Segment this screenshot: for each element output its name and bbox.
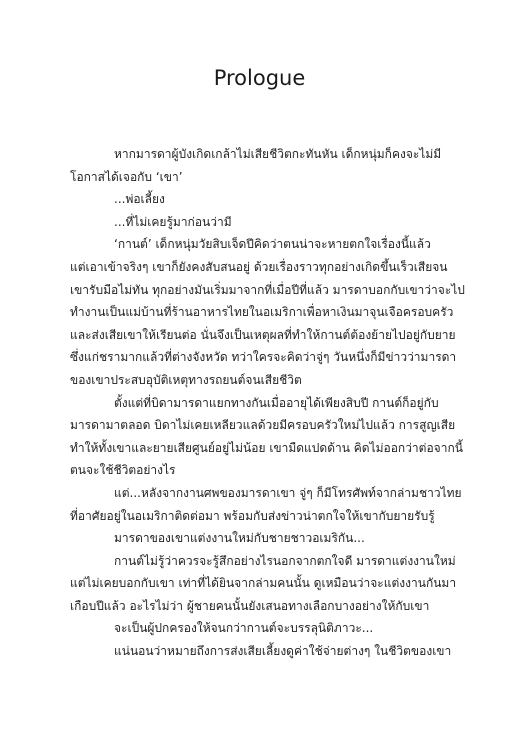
text-line: ทำงานเป็นแม่บ้านที่ร้านอาหารไทยในอเมริกาเพื่อหาเงินมาจุนเจือครอบครัว	[70, 305, 454, 320]
text-line: แต่ไม่เคยบอกกับเขา เท่าที่ได้ยินจากล่ามคนนั้น ดูเหมือนว่าจะแต่งงานกันมา	[70, 576, 457, 591]
text-line: เกือบปีแล้ว อะไรไม่ว่า ผู้ชายคนนั้นยังเสนอทางเลือกบางอย่างให้กับเขา	[70, 598, 430, 613]
text-line: กานต์ไม่รู้ว่าควรจะรู้สึกอย่างไรนอกจากตกใจดี มารดาแต่งงานใหม่	[114, 553, 456, 568]
text-line: ...พ่อเลี้ยง	[114, 192, 165, 207]
text-line: เขารับมือไม่ทัน ทุกอย่างมันเริ่มมาจากที่เมื่อปีที่แล้ว มารดาบอกกับเขาว่าจะไป	[70, 282, 465, 297]
text-line: ตนจะใช้ชีวิตอย่างไร	[70, 463, 176, 478]
text-line: ตั้งแต่ที่บิดามารดาแยกทางกันเมื่ออายุได้เพียงสิบปี กานต์ก็อยู่กับ	[114, 395, 439, 410]
text-line: หากมารดาผู้บังเกิดเกล้าไม่เสียชีวิตกะทันหัน เด็กหนุ่มก็คงจะไม่มี	[114, 147, 442, 161]
text-line: ทำให้ทั้งเขาและยายเสียศูนย์อยู่ไม่น้อย เขามืดแปดด้าน คิดไม่ออกว่าต่อจากนี้	[70, 440, 463, 455]
text-line: จะเป็นผู้ปกครองให้จนกว่ากานต์จะบรรลุนิติภาวะ...	[114, 621, 374, 636]
body-text	[70, 143, 472, 663]
text-line: มารดามาตลอด บิดาไม่เคยเหลียวแลด้วยมีครอบครัวใหม่ไปแล้ว การสูญเสีย	[70, 418, 456, 433]
text-line: และส่งเสียเขาให้เรียนต่อ นั่นจึงเป็นเหตุผลที่ทำให้กานต์ต้องย้ายไปอยู่กับยาย	[70, 327, 456, 342]
text-line: มารดาของเขาแต่งงานใหม่กับชายชาวอเมริกัน...	[114, 531, 365, 546]
text-line: ของเขาประสบอุบัติเหตุทางรถยนต์จนเสียชีวิต	[70, 372, 302, 387]
text-line: แน่นอนว่าหมายถึงการส่งเสียเลี้ยงดูค่าใช้จ่ายต่างๆ ในชีวิตของเขา	[114, 644, 452, 659]
text-line: ...ที่ไม่เคยรู้มาก่อนว่ามี	[114, 214, 232, 229]
text-line: ที่อาศัยอยู่ในอเมริกาติดต่อมา พร้อมกับส่งข่าวน่าตกใจให้เขากับยายรับรู้	[70, 508, 435, 523]
text-line: ‘กานต์’ เด็กหนุ่มวัยสิบเจ็ดปีคิดว่าตนน่าจะหายตกใจเรื่องนี้แล้ว	[114, 237, 431, 252]
text-line: แต่...หลังจากงานศพของมารดาเขา จู่ๆ ก็มีโทรศัพท์จากล่ามชาวไทย	[114, 485, 462, 500]
page-title: Prologue	[213, 66, 306, 90]
text-line: แต่เอาเข้าจริงๆ เขาก็ยังคงสับสนอยู่ ด้วยเรื่องราวทุกอย่างเกิดขึ้นเร็วเสียจน	[70, 259, 448, 274]
text-line: โอกาสได้เจอกับ ‘เขา’	[70, 169, 183, 184]
text-line: ซึ่งแก่ชรามากแล้วที่ต่างจังหวัด ทว่าใครจะคิดว่าจู่ๆ วันหนึ่งก็มีข่าวว่ามารดา	[70, 350, 457, 365]
